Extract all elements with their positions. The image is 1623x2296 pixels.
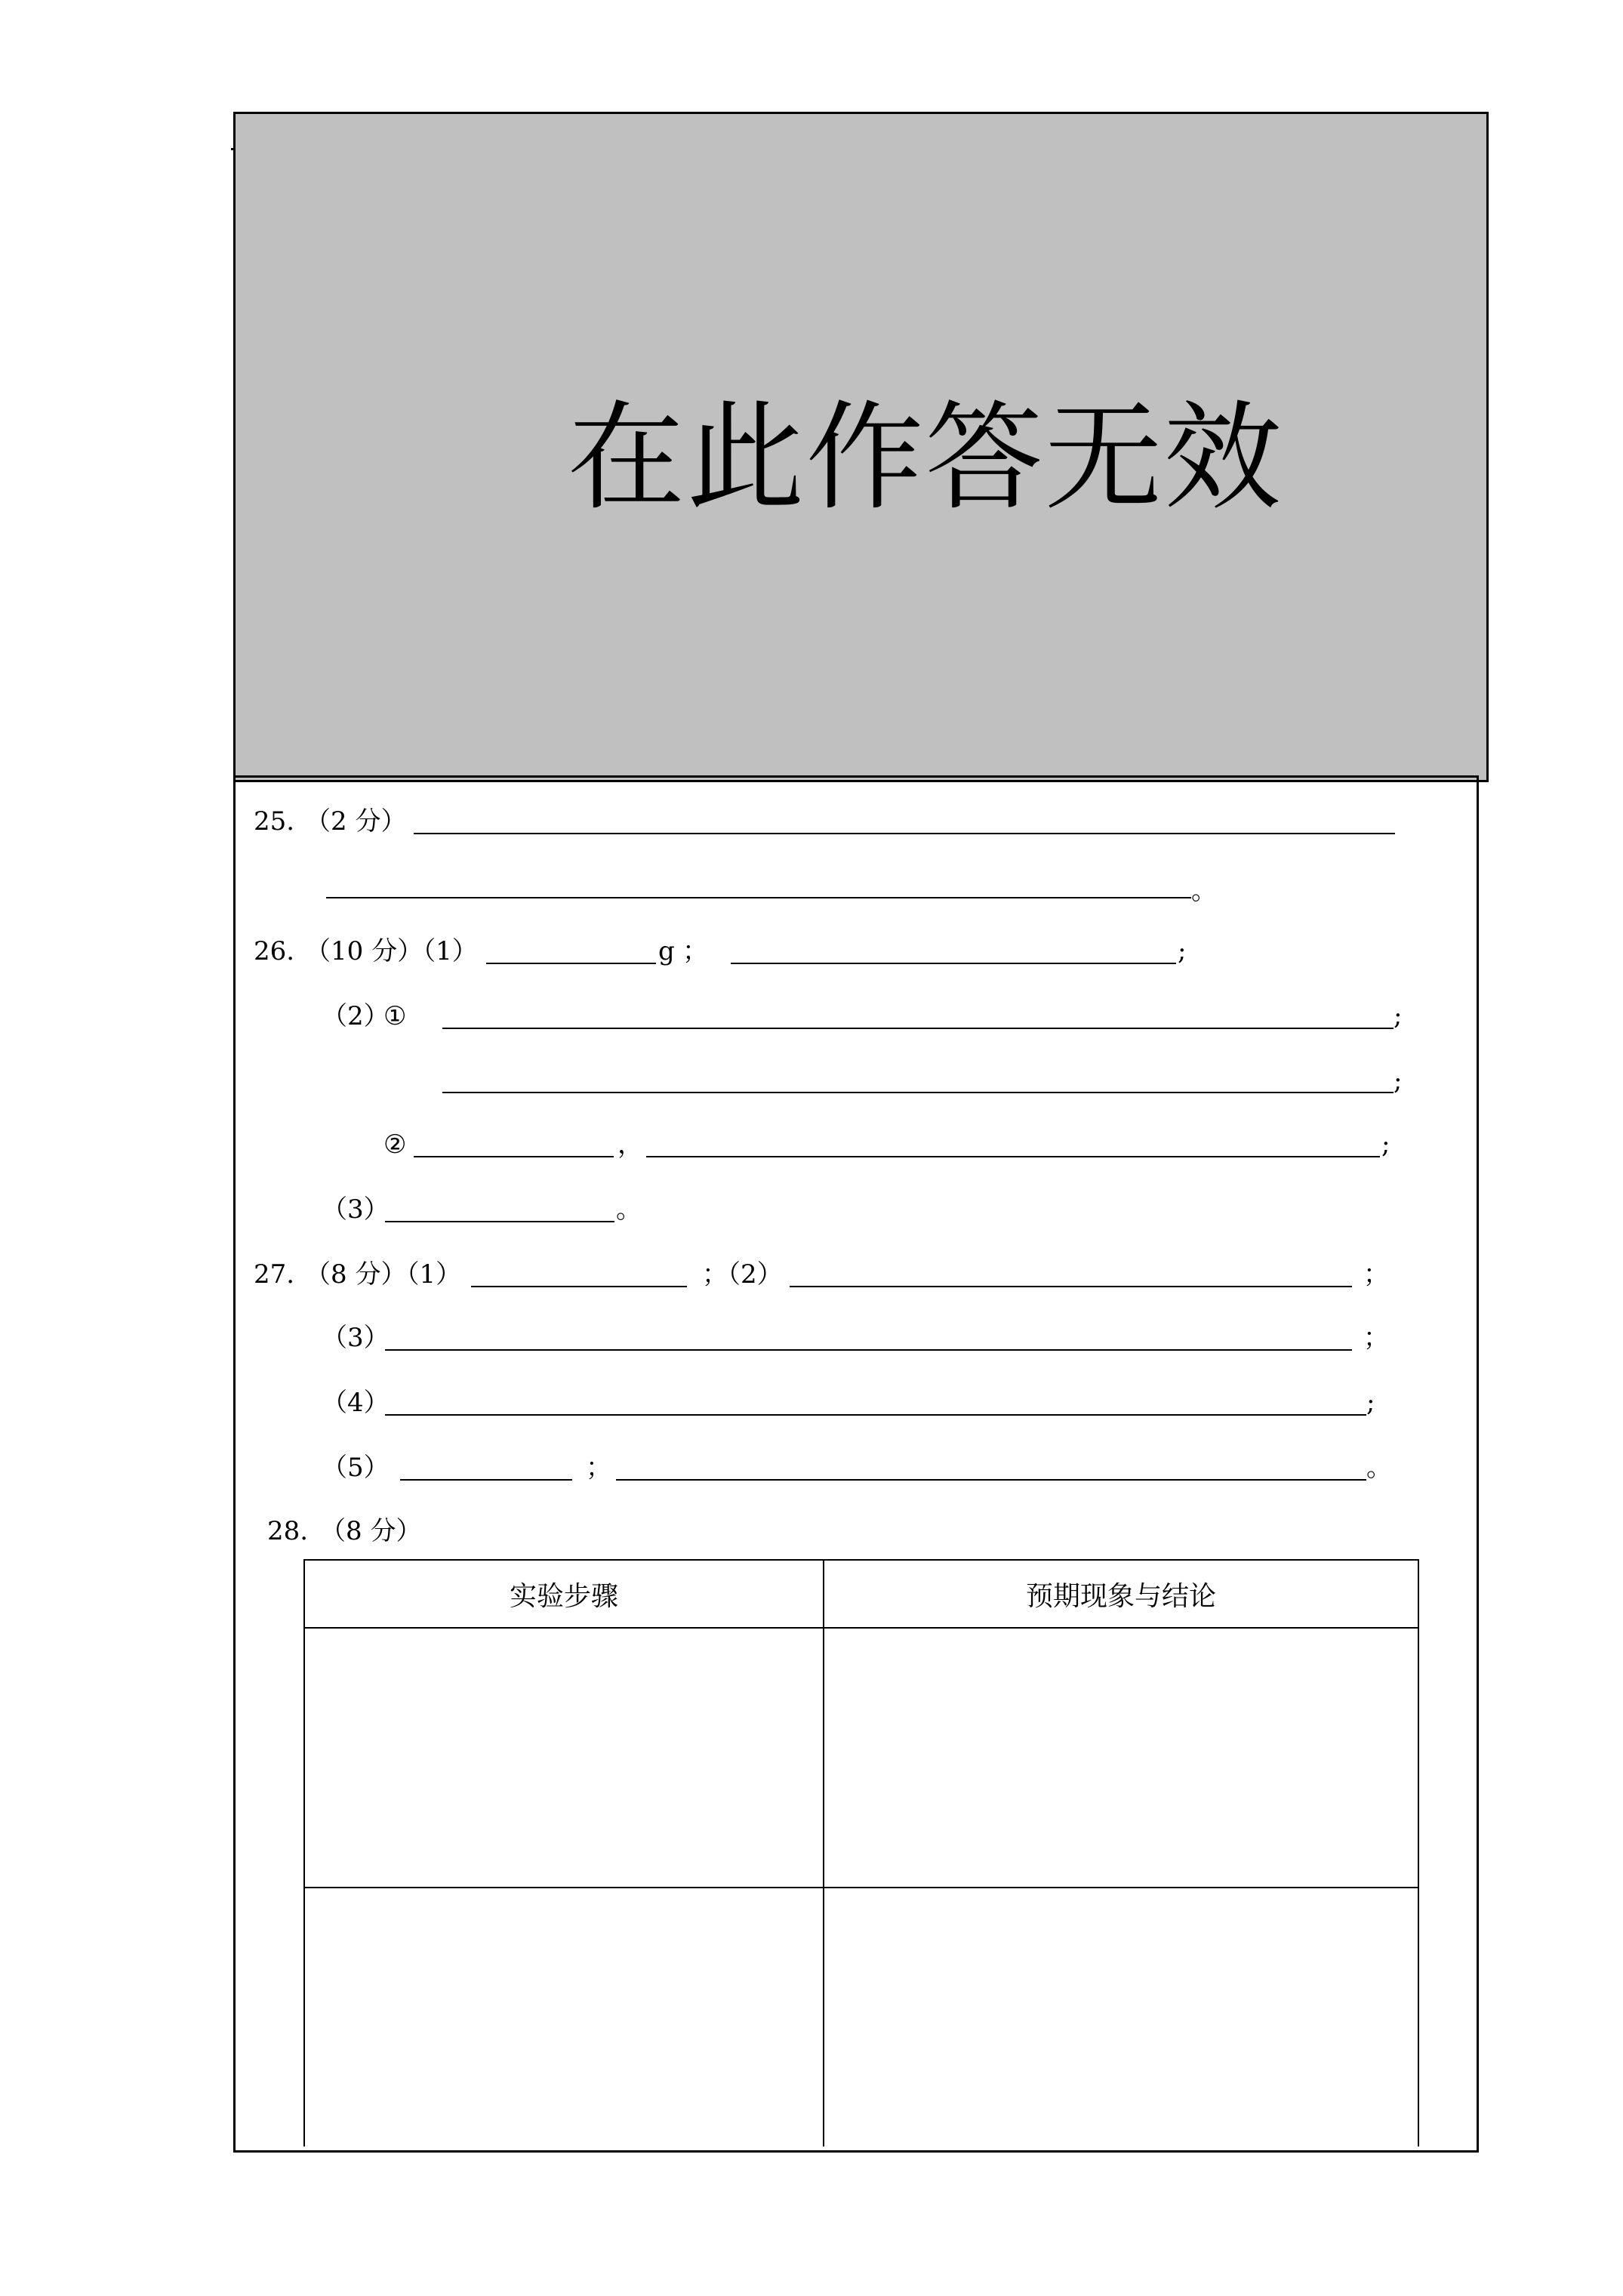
q27-1-answer-blank[interactable] <box>471 1286 687 1287</box>
q27-part4-label: （4） <box>322 1388 390 1418</box>
q26-3-end-mark: 。 <box>616 1194 642 1225</box>
q26-2-2-comma: ， <box>617 1130 643 1160</box>
q27-5-blank-1[interactable] <box>400 1479 572 1481</box>
q27-part5-label: （5） <box>322 1453 390 1483</box>
q26-2-1-semicolon-a: ; <box>1394 1001 1403 1031</box>
q27-part3-label: （3） <box>322 1323 390 1353</box>
q27-4-answer-blank[interactable] <box>385 1414 1366 1416</box>
steps-cell-2[interactable] <box>304 1888 824 2147</box>
table-row <box>304 1628 1418 1888</box>
q26-2-circle-1: ① <box>383 1001 407 1031</box>
q27-part2-label: ；（2） <box>702 1259 783 1290</box>
q26-1-mass-blank[interactable] <box>486 963 656 964</box>
q26-2-2-blank-1[interactable] <box>414 1156 614 1157</box>
q26-score-part1 <box>305 936 478 966</box>
q26-1-unit: g <box>658 936 675 966</box>
q26-1-answer-blank[interactable] <box>731 963 1176 964</box>
q26-2-1-answer-line-1[interactable] <box>442 1028 1394 1029</box>
results-cell-1[interactable] <box>824 1628 1418 1888</box>
results-cell-2[interactable] <box>824 1888 1418 2147</box>
q26-part2-label: （2） <box>322 1001 390 1031</box>
q27-5-blank-2[interactable] <box>616 1479 1366 1481</box>
q26-2-1-answer-line-2[interactable] <box>442 1092 1394 1093</box>
q26-number: 26. <box>254 936 295 966</box>
header-experiment-steps: 实验步骤 <box>304 1560 824 1628</box>
q27-4-semicolon: ; <box>1366 1388 1375 1418</box>
q28-experiment-table <box>303 1559 1419 2147</box>
q26-2-2-semicolon: ; <box>1381 1130 1390 1160</box>
q26-2-1-semicolon-b: ; <box>1394 1066 1403 1096</box>
q27-score-part1 <box>305 1259 461 1290</box>
steps-cell-1[interactable] <box>304 1628 824 1888</box>
q26-part1-label: （1） <box>423 936 478 966</box>
q27-5-end-mark: 。 <box>1366 1453 1392 1483</box>
q27-number: 27. <box>254 1259 295 1290</box>
q26-2-2-blank-2[interactable] <box>646 1156 1380 1157</box>
q25-score: （2 分） <box>305 806 407 837</box>
q26-part3-label: （3） <box>322 1194 390 1225</box>
q28-number: 28. <box>267 1516 309 1546</box>
q26-3-answer-blank[interactable] <box>385 1221 614 1222</box>
q26-1-separator: ； <box>682 936 708 966</box>
q28-score: （8 分） <box>320 1516 422 1546</box>
q25-answer-line-1[interactable] <box>414 833 1395 834</box>
q27-part1-label: （1） <box>406 1259 462 1290</box>
q25-end-mark: 。 <box>1191 876 1217 906</box>
header-expected-results: 预期现象与结论 <box>824 1560 1418 1628</box>
q25-number: 25. <box>254 806 295 837</box>
q27-3-answer-blank[interactable] <box>385 1349 1352 1351</box>
invalid-area-label: 在此作答无效 <box>567 388 1283 526</box>
q26-score: （10 分） <box>305 936 423 966</box>
q27-score: （8 分） <box>305 1259 407 1290</box>
q27-3-semicolon: ； <box>1363 1323 1389 1353</box>
q27-2-answer-blank[interactable] <box>790 1286 1352 1287</box>
q26-2-circle-2: ② <box>383 1130 407 1160</box>
table-header-row <box>304 1560 1418 1628</box>
table-row <box>304 1888 1418 2147</box>
q25-answer-line-2[interactable] <box>326 897 1191 898</box>
q26-1-semicolon: ; <box>1178 936 1187 966</box>
q27-5-semicolon: ； <box>586 1453 611 1483</box>
q27-2-semicolon: ； <box>1363 1259 1389 1290</box>
